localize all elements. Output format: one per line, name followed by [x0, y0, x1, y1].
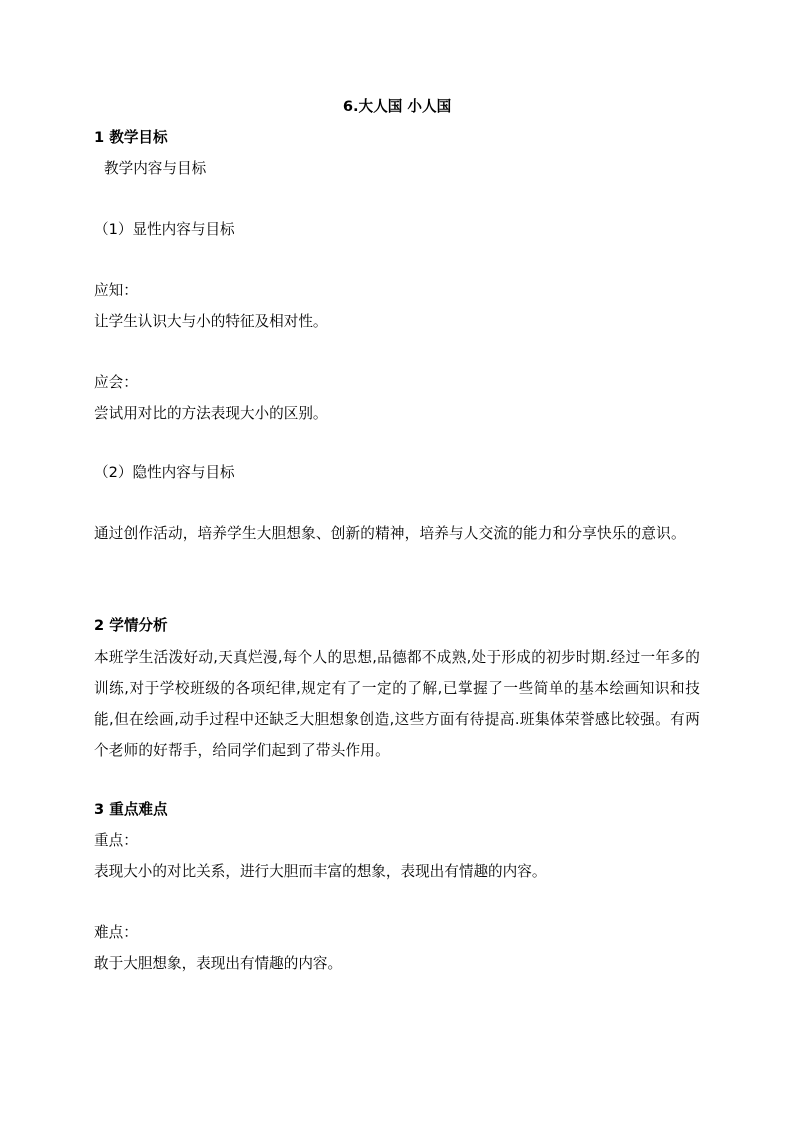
- section-2-heading: 2 学情分析: [94, 617, 168, 634]
- implicit-goals-text: 通过创作活动，培养学生大胆想象、创新的精神，培养与人交流的能力和分享快乐的意识。: [94, 525, 686, 542]
- difficulty-text: 敢于大胆想象，表现出有情趣的内容。: [94, 955, 343, 972]
- implicit-goals-heading: （2）隐性内容与目标: [94, 464, 235, 481]
- explicit-goals-heading: （1）显性内容与目标: [94, 221, 235, 238]
- difficulty-label: 难点：: [94, 924, 138, 941]
- able-label: 应会：: [94, 374, 138, 391]
- know-text: 让学生认识大与小的特征及相对性。: [94, 313, 328, 330]
- student-analysis-text: 本班学生活泼好动,天真烂漫,每个人的思想,品德都不成熟,处于形成的初步时期.经过一年多的训练,对于学校班级的各项纪律,规定有了一定的了解,已掌握了一些简单的基本绘画知识和技能,但在绘画,动手过程中还缺乏大胆想象创造,这些方面有待提高.班集体荣誉感比较强。有两个老师的好帮手，给同学们起到了带头作用。: [94, 649, 700, 759]
- know-label: 应知：: [94, 282, 138, 299]
- key-point-label: 重点：: [94, 832, 138, 849]
- able-text: 尝试用对比的方法表现大小的区别。: [94, 405, 328, 422]
- key-point-text: 表现大小的对比关系，进行大胆而丰富的想象，表现出有情趣的内容。: [94, 863, 547, 880]
- section-3-heading: 3 重点难点: [94, 801, 168, 818]
- document-title: 6.大人国 小人国: [342, 98, 452, 115]
- section-1-subheading: 教学内容与目标: [104, 160, 207, 177]
- section-1-heading: 1 教学目标: [94, 129, 168, 146]
